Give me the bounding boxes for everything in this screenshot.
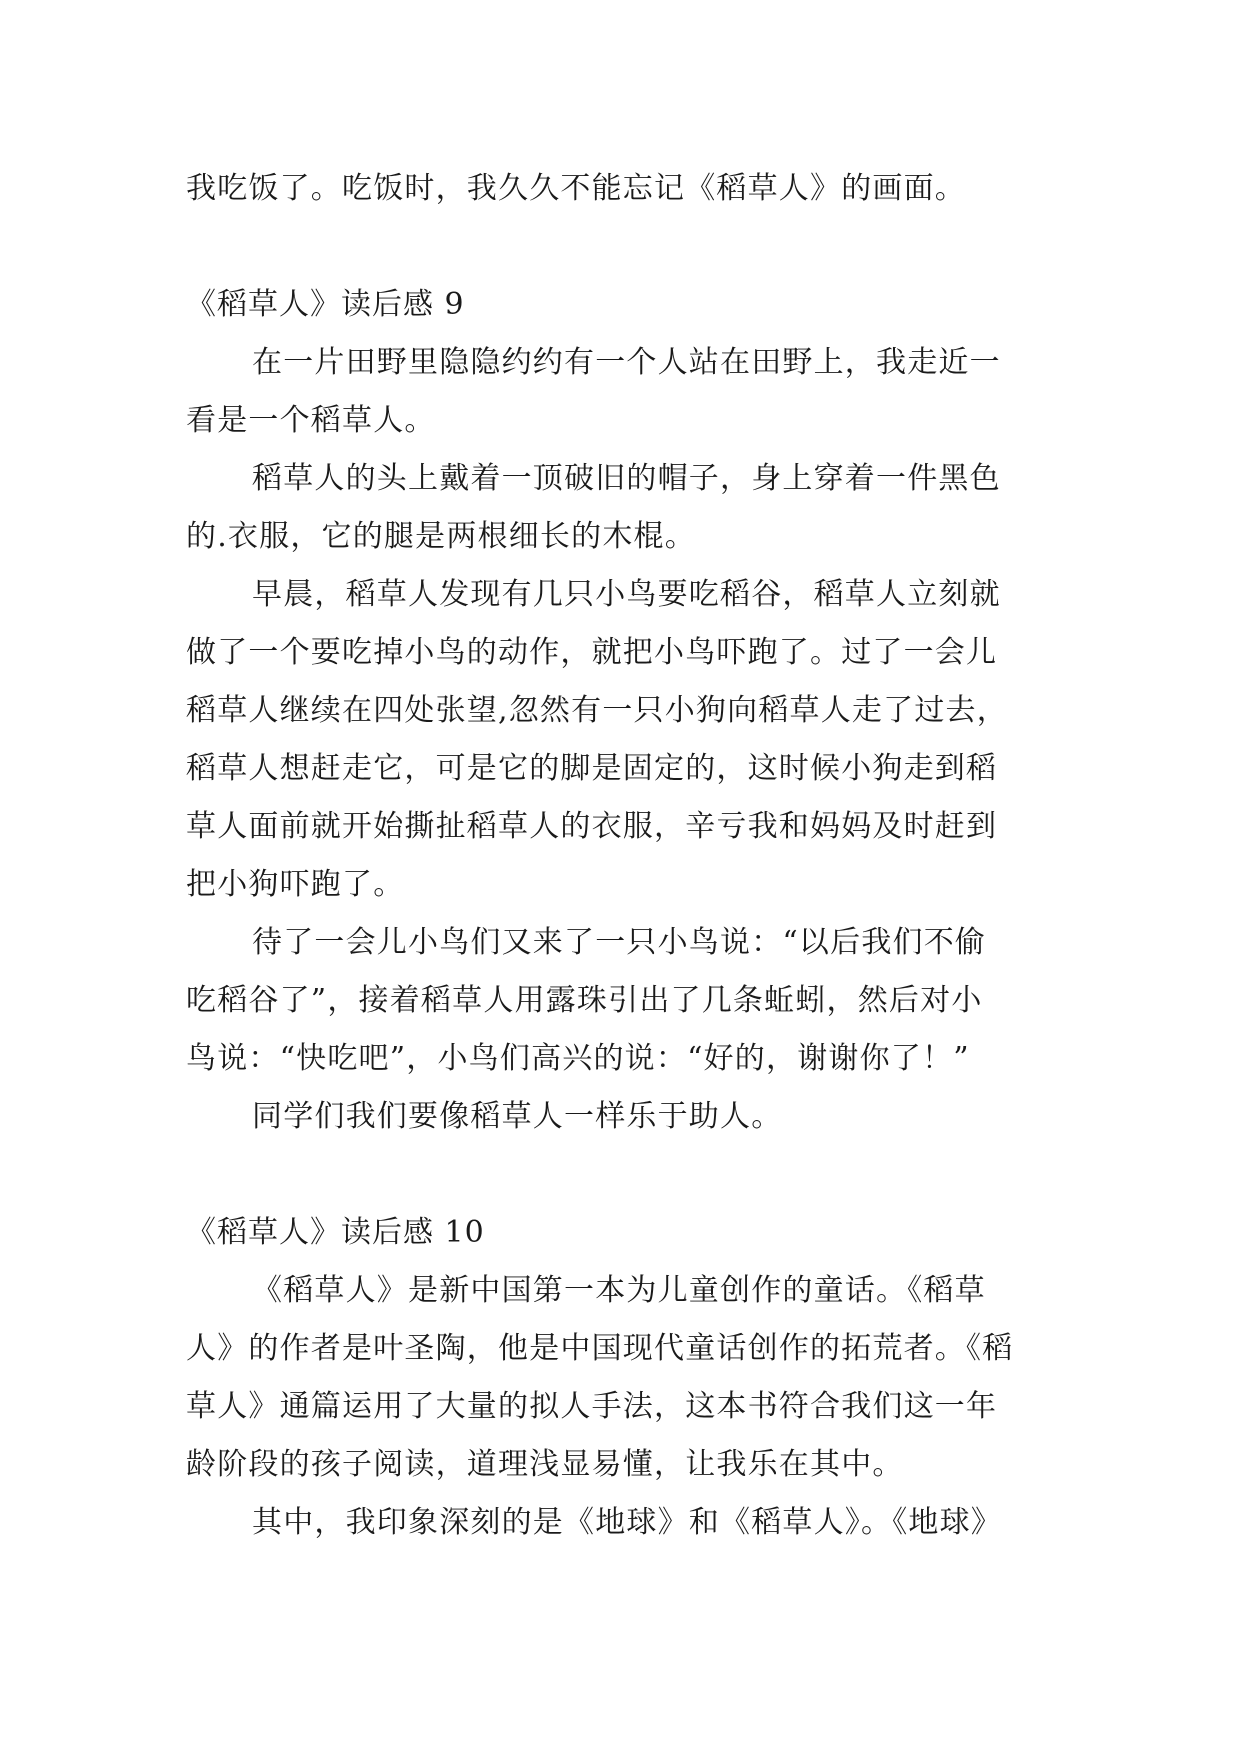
paragraph-line: 稻草人继续在四处张望,忽然有一只小狗向稻草人走了过去， bbox=[186, 693, 1008, 728]
paragraph-line: 草人》通篇运用了大量的拟人手法，这本书符合我们这一年 bbox=[186, 1389, 998, 1424]
paragraph-line: 人》的作者是叶圣陶，他是中国现代童话创作的拓荒者。《稻 bbox=[186, 1331, 1014, 1366]
paragraph-line: 同学们我们要像稻草人一样乐于助人。 bbox=[252, 1099, 783, 1134]
intro-line: 我吃饭了。吃饭时，我久久不能忘记《稻草人》的画面。 bbox=[186, 171, 966, 206]
paragraph-line: 《稻草人》是新中国第一本为儿童创作的童话。《稻草 bbox=[252, 1273, 986, 1308]
document-body bbox=[186, 160, 1066, 1552]
paragraph-line: 其中，我印象深刻的是《地球》和《稻草人》。《地球》 bbox=[252, 1505, 1002, 1540]
paragraph-line: 稻草人想赶走它，可是它的脚是固定的，这时候小狗走到稻 bbox=[186, 751, 998, 786]
paragraph-line: 吃稻谷了”，接着稻草人用露珠引出了几条蚯蚓，然后对小 bbox=[186, 983, 983, 1018]
paragraph-line: 稻草人的头上戴着一顶破旧的帽子，身上穿着一件黑色 bbox=[252, 461, 1001, 496]
section-gap bbox=[186, 1146, 1066, 1204]
paragraph-line: 早晨，稻草人发现有几只小鸟要吃稻谷，稻草人立刻就 bbox=[252, 577, 1001, 612]
paragraph-line: 的.衣服，它的腿是两根细长的木棍。 bbox=[186, 519, 696, 554]
section-10-title: 《稻草人》读后感 10 bbox=[186, 1215, 485, 1250]
section-gap bbox=[186, 218, 1066, 276]
paragraph-line: 看是一个稻草人。 bbox=[186, 403, 436, 438]
paragraph-line: 在一片田野里隐隐约约有一个人站在田野上，我走近一 bbox=[252, 345, 1001, 380]
paragraph-line: 待了一会儿小鸟们又来了一只小鸟说：“以后我们不偷 bbox=[252, 925, 987, 960]
paragraph-line: 鸟说：“快吃吧”，小鸟们高兴的说：“好的，谢谢你了！” bbox=[186, 1041, 970, 1076]
section-9-title: 《稻草人》读后感 9 bbox=[186, 287, 465, 322]
paragraph-line: 龄阶段的孩子阅读，道理浅显易懂，让我乐在其中。 bbox=[186, 1447, 904, 1482]
paragraph-line: 做了一个要吃掉小鸟的动作，就把小鸟吓跑了。过了一会儿 bbox=[186, 635, 998, 670]
paragraph-line: 草人面前就开始撕扯稻草人的衣服，辛亏我和妈妈及时赶到 bbox=[186, 809, 998, 844]
paragraph-line: 把小狗吓跑了。 bbox=[186, 867, 405, 902]
